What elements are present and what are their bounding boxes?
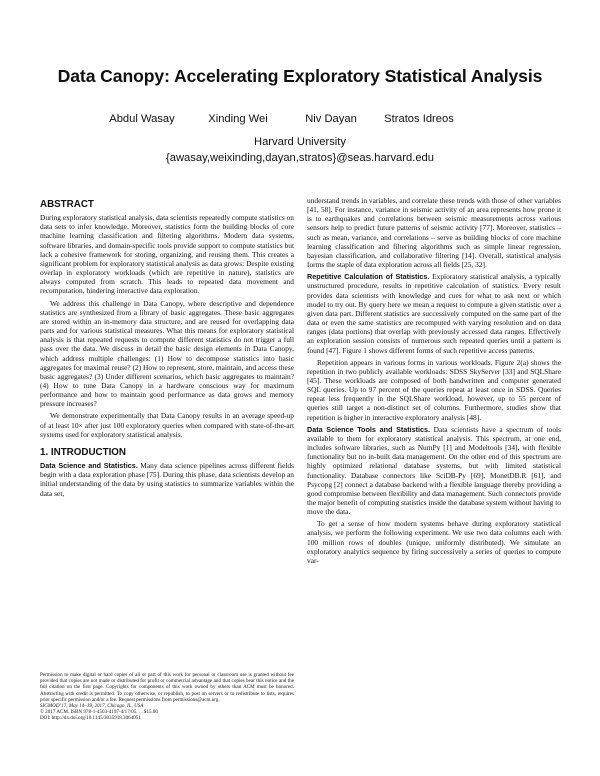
author-name: Abdul Wasay	[109, 113, 175, 125]
abstract-heading: ABSTRACT	[40, 199, 94, 210]
permission-notice	[40, 672, 294, 722]
abstract-paragraph: We address this challenge in Data Canopy, where descriptive and dependence statistics are synthesized from a library of basic aggregates. These basic aggregates are stored within an in-memory data structure, and are reused for overlapping data parts and for various statistical measures. What this means for exploratory statistical analysis is that repeated requests to compute different statistics do not trigger a full pass over the data. We discuss in detail the basic design elements in Data Canopy, which address multiple challenges: (1) How to decompose statistics into basic aggregates for maximal reuse? (2) How to represent, store, maintain, and access these basic aggregates? (3) Under different scenarios, which basic aggregates to maintain? (4) How to tune Data Canopy in a hardware conscious way for maximum performance and how to maintain good performance as data grows and memory pressure increases?	[40, 298, 294, 409]
intro-text: Exploratory statistical analysis, a typically unstructured procedure, results in repetitive calculation of statistics. Every result provides data scientists with knowledge and cues for what to ask next or which model to try out. By query here we mean a request to compute a given statistic over a given data part. Different statistics are successively computed on the same part of the data or even the same statistics are recomputed with varying resolution and on data ranges (data portions) that overlap with previously accessed data ranges. Effectively an exploration session consists of numerous such repeated queries until a pattern is found [47]. Figure 1 shows different forms of such repetitive access patterns.	[307, 272, 561, 355]
abstract-paragraph: During exploratory statistical analysis, data scientists repeatedly compute statistics on data sets to infer knowledge. Moreover, statistics form the building blocks of core machine learning classification and filtering algorithms. Modern data systems, software libraries, and domain-specific tools provide support to compute statistics but lack a cohesive framework for storing, organizing, and reusing them. This creates a significant problem for exploratory statistical analysis as data grows: Despite existing overlap in exploratory workloads (which are repetitive in nature), statistics are always computed from scratch. This leads to repeated data movement and recomputation, hindering interactive data exploration.	[40, 213, 294, 296]
introduction-heading: 1. INTRODUCTION	[40, 446, 126, 458]
intro-paragraph: understand trends in variables, and correlate these trends with those of other variables [41, 58]. For instance, variance in seismic activity of an area represents how prone it is to earthquakes and correlations between seismic measurements across various sensors help to predict future patterns of seismic activity [77]. Moreover, statistics – such as mean, variance, and correlations – serve as building blocks of core machine learning classification and filtering algorithms such as simple linear regression, bayesian classification, and collaborative filtering [14]. Overall, statistical analysis forms the staple of data exploration across all fields [25, 32].	[307, 196, 561, 270]
subsection-runin-heading: Repetitive Calculation of Statistics.	[307, 272, 430, 282]
author-name: Xinding Wei	[208, 113, 268, 125]
conference-info: SIGMOD’17, May 14–19, 2017, Chicago, IL, USA	[40, 703, 144, 710]
intro-text: Data scientists have a spectrum of tools available to them for exploratory statistical analysis. This spectrum, at one end, includes software libraries, such as NumPy [1] and Modeltools [34], with flexible functionality but no in-built data management. On the other end of this spectrum are highly optimized relational database systems, but with limited statistical functionality. Database connectors like SciDB-Py [69], MonetDB.R [61], and Psycopg [2] connect a database backend with a flexible language thereby providing a good compromise between flexibility and data management. Such connectors provide the major benefit of computing statistics inside the database system without having to move the data.	[307, 424, 561, 517]
author-name: Stratos Idreos	[384, 113, 454, 125]
doi-info: DOI: http://dx.doi.org/10.1145/3035918.3064051	[40, 715, 141, 722]
intro-text: Many data science pipelines across different fields begin with a data exploration phase [75]. During this phase, data scientists develop an initial understanding of the data by using statistics to summarize variables within the data set,	[40, 461, 294, 498]
left-column	[40, 200, 294, 501]
subsection-runin-heading: Data Science Tools and Statistics.	[307, 424, 431, 434]
author-name: Niv Dayan	[305, 113, 357, 125]
copyright-info: © 2017 ACM. ISBN 978-1-4503-4197-4/17/05. . . $15.00	[40, 709, 158, 716]
author-emails: {awasay,weixinding,dayan,stratos}@seas.harvard.edu	[166, 152, 434, 164]
intro-paragraph	[307, 425, 561, 517]
permission-text: Permission to make digital or hard copies of all or part of this work for personal or classroom use is granted without fee provided that copies are not made or distributed for profit or commercial advantage and that copies bear this notice and the full citation on the first page. Copyrights for components of this work owned by others than ACM must be honored. Abstracting with credit is permitted. To copy otherwise, or republish, to post on servers or to redistribute to lists, requires prior specific permission and/or a fee. Request permissions from permissions@acm.org.	[40, 672, 294, 703]
author-list	[0, 113, 600, 129]
intro-paragraph	[40, 461, 294, 498]
intro-paragraph: To get a sense of how modern systems behave during exploratory statistical analysis, we perform the following experiment. We use two data columns each with 100 million rows of doubles (unique, uniformly distributed). We simulate an exploratory analytics sequence by firing successively a series of queries to compute var-	[307, 519, 561, 565]
right-column	[307, 196, 561, 568]
abstract-paragraph: We demonstrate experimentally that Data Canopy results in an average speed-up of at least 10× after just 100 exploratory queries when compared with state-of-the-art systems used for exploratory statistical analysis.	[40, 411, 294, 439]
subsection-runin-heading: Data Science and Statistics.	[40, 461, 138, 471]
intro-paragraph: Repetition appears in various forms in various workloads. Figure 2(a) shows the repetition in two publicly available workloads: SDSS SkyServer [33] and SQLShare [45]. These workloads are composed of both handwritten and computer generated SQL queries. Up to 97 percent of the queries repeat at least once in SDSS. Queries repeat less frequently in the SQLShare workload, however, up to 55 percent of queries still target a non-distinct set of columns. Furthermore, studies show that repetition is higher in interactive exploratory analysis [48].	[307, 357, 561, 422]
affiliation: Harvard University	[253, 136, 346, 148]
intro-paragraph	[307, 272, 561, 354]
paper-title: Data Canopy: Accelerating Exploratory Statistical Analysis	[57, 66, 543, 86]
